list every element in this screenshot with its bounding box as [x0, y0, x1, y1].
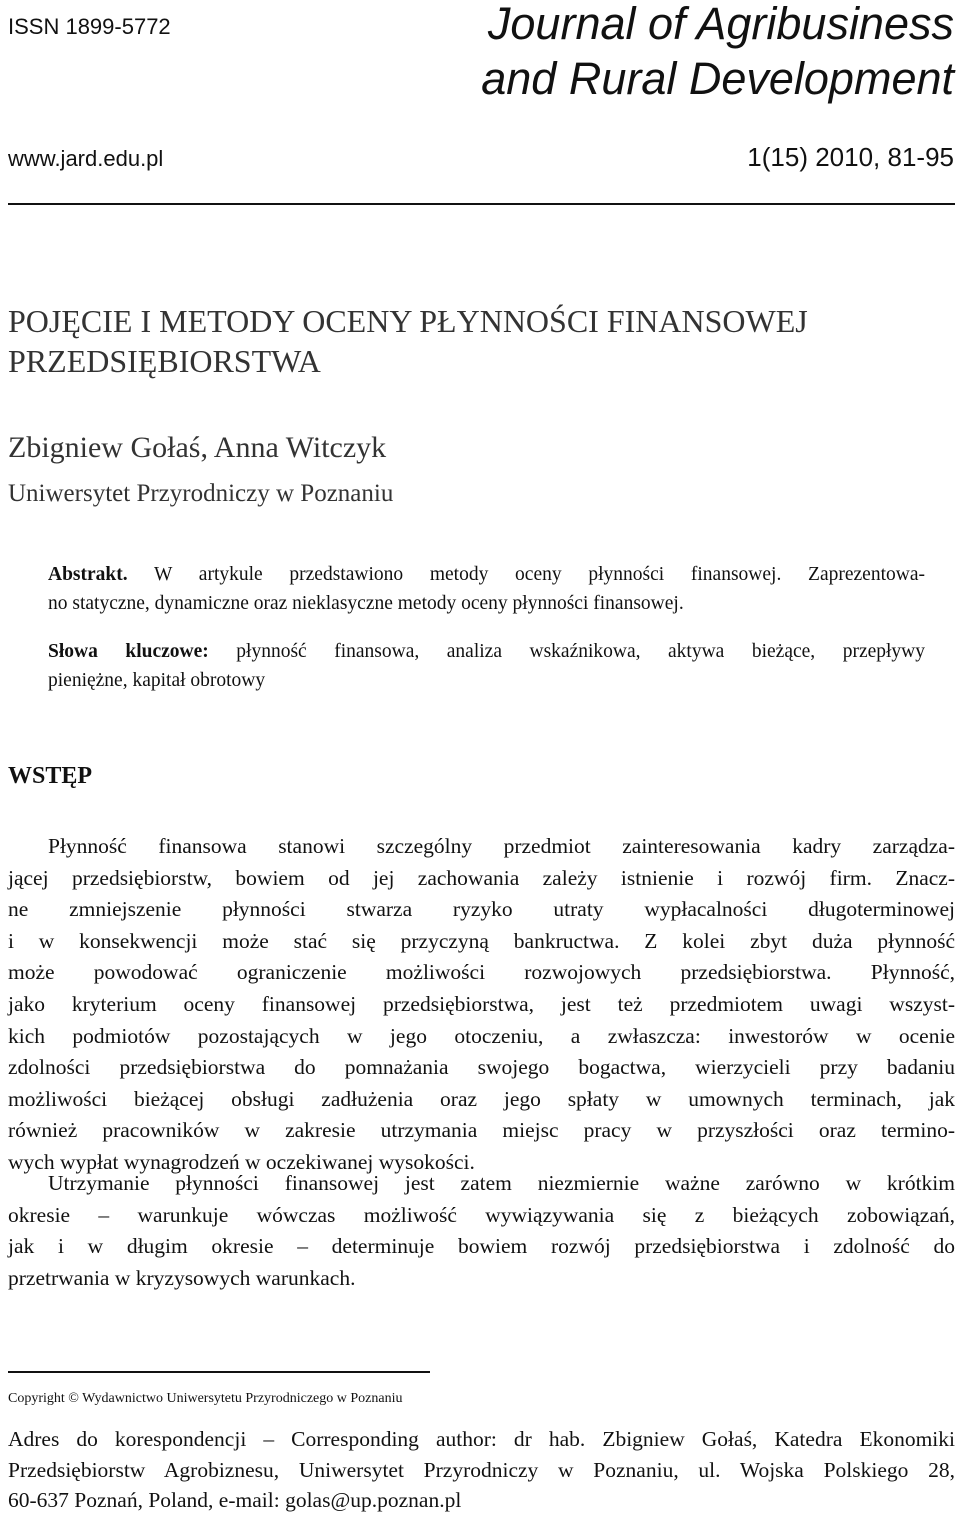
abstract-text-line2: no statyczne, dynamiczne oraz nieklasyczne metody oceny płynności finansowej.: [48, 593, 684, 614]
journal-url[interactable]: www.jard.edu.pl: [8, 146, 164, 171]
body-line: jako kryterium oceny finansowej przedsiębiorstwa, jest też przedmiotem uwagi wszyst-: [8, 991, 955, 1016]
body-line: zdolności przedsiębiorstwa do pomnażania swojego bogactwa, wierzycieli przy badaniu: [8, 1055, 955, 1080]
journal-name-line2: and Rural Development: [481, 53, 954, 104]
header-rule: [8, 203, 955, 205]
issn: ISSN 1899-5772: [8, 14, 171, 39]
issue-info: 1(15) 2010, 81-95: [747, 142, 954, 172]
correspondence-line: Adres do korespondencji – Corresponding author: dr hab. Zbigniew Gołaś, Katedra Ekonomiki: [8, 1427, 955, 1451]
body-line: Utrzymanie płynności finansowej jest zatem niezmiernie ważne zarówno w krótkim: [48, 1171, 955, 1195]
copyright: Copyright © Wydawnictwo Uniwersytetu Przyrodniczego w Poznaniu: [8, 1391, 403, 1406]
body-line: ne zmniejszenie płynności stwarza ryzyko utraty wypłacalności długoterminowej: [8, 897, 955, 922]
body-line: wych wypłat wynagrodzeń w oczekiwanej wysokości.: [8, 1149, 475, 1174]
abstract-text-line1: W artykule przedstawiono metody oceny płynności finansowej. Zaprezentowa-: [154, 564, 925, 585]
correspondence-line: Przedsiębiorstw Agrobiznesu, Uniwersytet Przyrodniczy w Poznaniu, ul. Wojska Polskiego 28,: [8, 1457, 955, 1482]
footnote-rule: [8, 1371, 430, 1373]
keywords-label: Słowa kluczowe:: [48, 641, 209, 662]
affiliation: Uniwersytet Przyrodniczy w Poznaniu: [8, 480, 394, 507]
body-line: może powodować ograniczenie możliwości rozwojowych przedsiębiorstwa. Płynność,: [8, 960, 955, 985]
body-line: przetrwania w kryzysowych warunkach.: [8, 1265, 356, 1290]
body-paragraph-2: [8, 1168, 955, 1294]
keywords: [48, 637, 925, 695]
body-line: jącej przedsiębiorstw, bowiem od jej zachowania zależy istnienie i rozwój firm. Znacz-: [8, 865, 955, 890]
authors: Zbigniew Gołaś, Anna Witczyk: [8, 431, 387, 464]
body-line: Płynność finansowa stanowi szczególny przedmiot zainteresowania kadry zarządza-: [48, 834, 955, 858]
body-line: kich podmiotów pozostających w jego otoczeniu, a zwłaszcza: inwestorów w ocenie: [8, 1023, 955, 1048]
body-line: możliwości bieżącej obsługi zadłużenia oraz jego spłaty w umownych terminach, jak: [8, 1086, 955, 1111]
journal-name-line1: Journal of Agribusiness: [487, 0, 954, 49]
article-title-line2: PRZEDSIĘBIORSTWA: [8, 343, 321, 379]
correspondence-line: 60-637 Poznań, Poland, e-mail: golas@up.poznan.pl: [8, 1488, 462, 1512]
section-heading: WSTĘP: [8, 763, 93, 789]
body-line: również pracowników w zakresie utrzymania miejsc pracy w przyszłości oraz termino-: [8, 1118, 955, 1143]
body-paragraph-1: [8, 831, 955, 1179]
abstract-label: Abstrakt.: [48, 564, 128, 585]
body-line: jak i w długim okresie – determinuje bowiem rozwój przedsiębiorstwa i zdolność do: [8, 1234, 955, 1259]
abstract: [48, 560, 925, 618]
keywords-text-line2: pieniężne, kapitał obrotowy: [48, 670, 266, 691]
body-line: i w konsekwencji może stać się przyczyną bankructwa. Z kolei zbyt duża płynność: [8, 928, 955, 953]
correspondence: [8, 1424, 955, 1516]
article-title-line1: POJĘCIE I METODY OCENY PŁYNNOŚCI FINANSOWEJ: [8, 303, 808, 339]
body-line: okresie – warunkuje wówczas możliwość wywiązywania się z bieżących zobowiązań,: [8, 1202, 955, 1227]
keywords-text-line1: płynność finansowa, analiza wskaźnikowa, aktywa bieżące, przepływy: [236, 641, 926, 662]
